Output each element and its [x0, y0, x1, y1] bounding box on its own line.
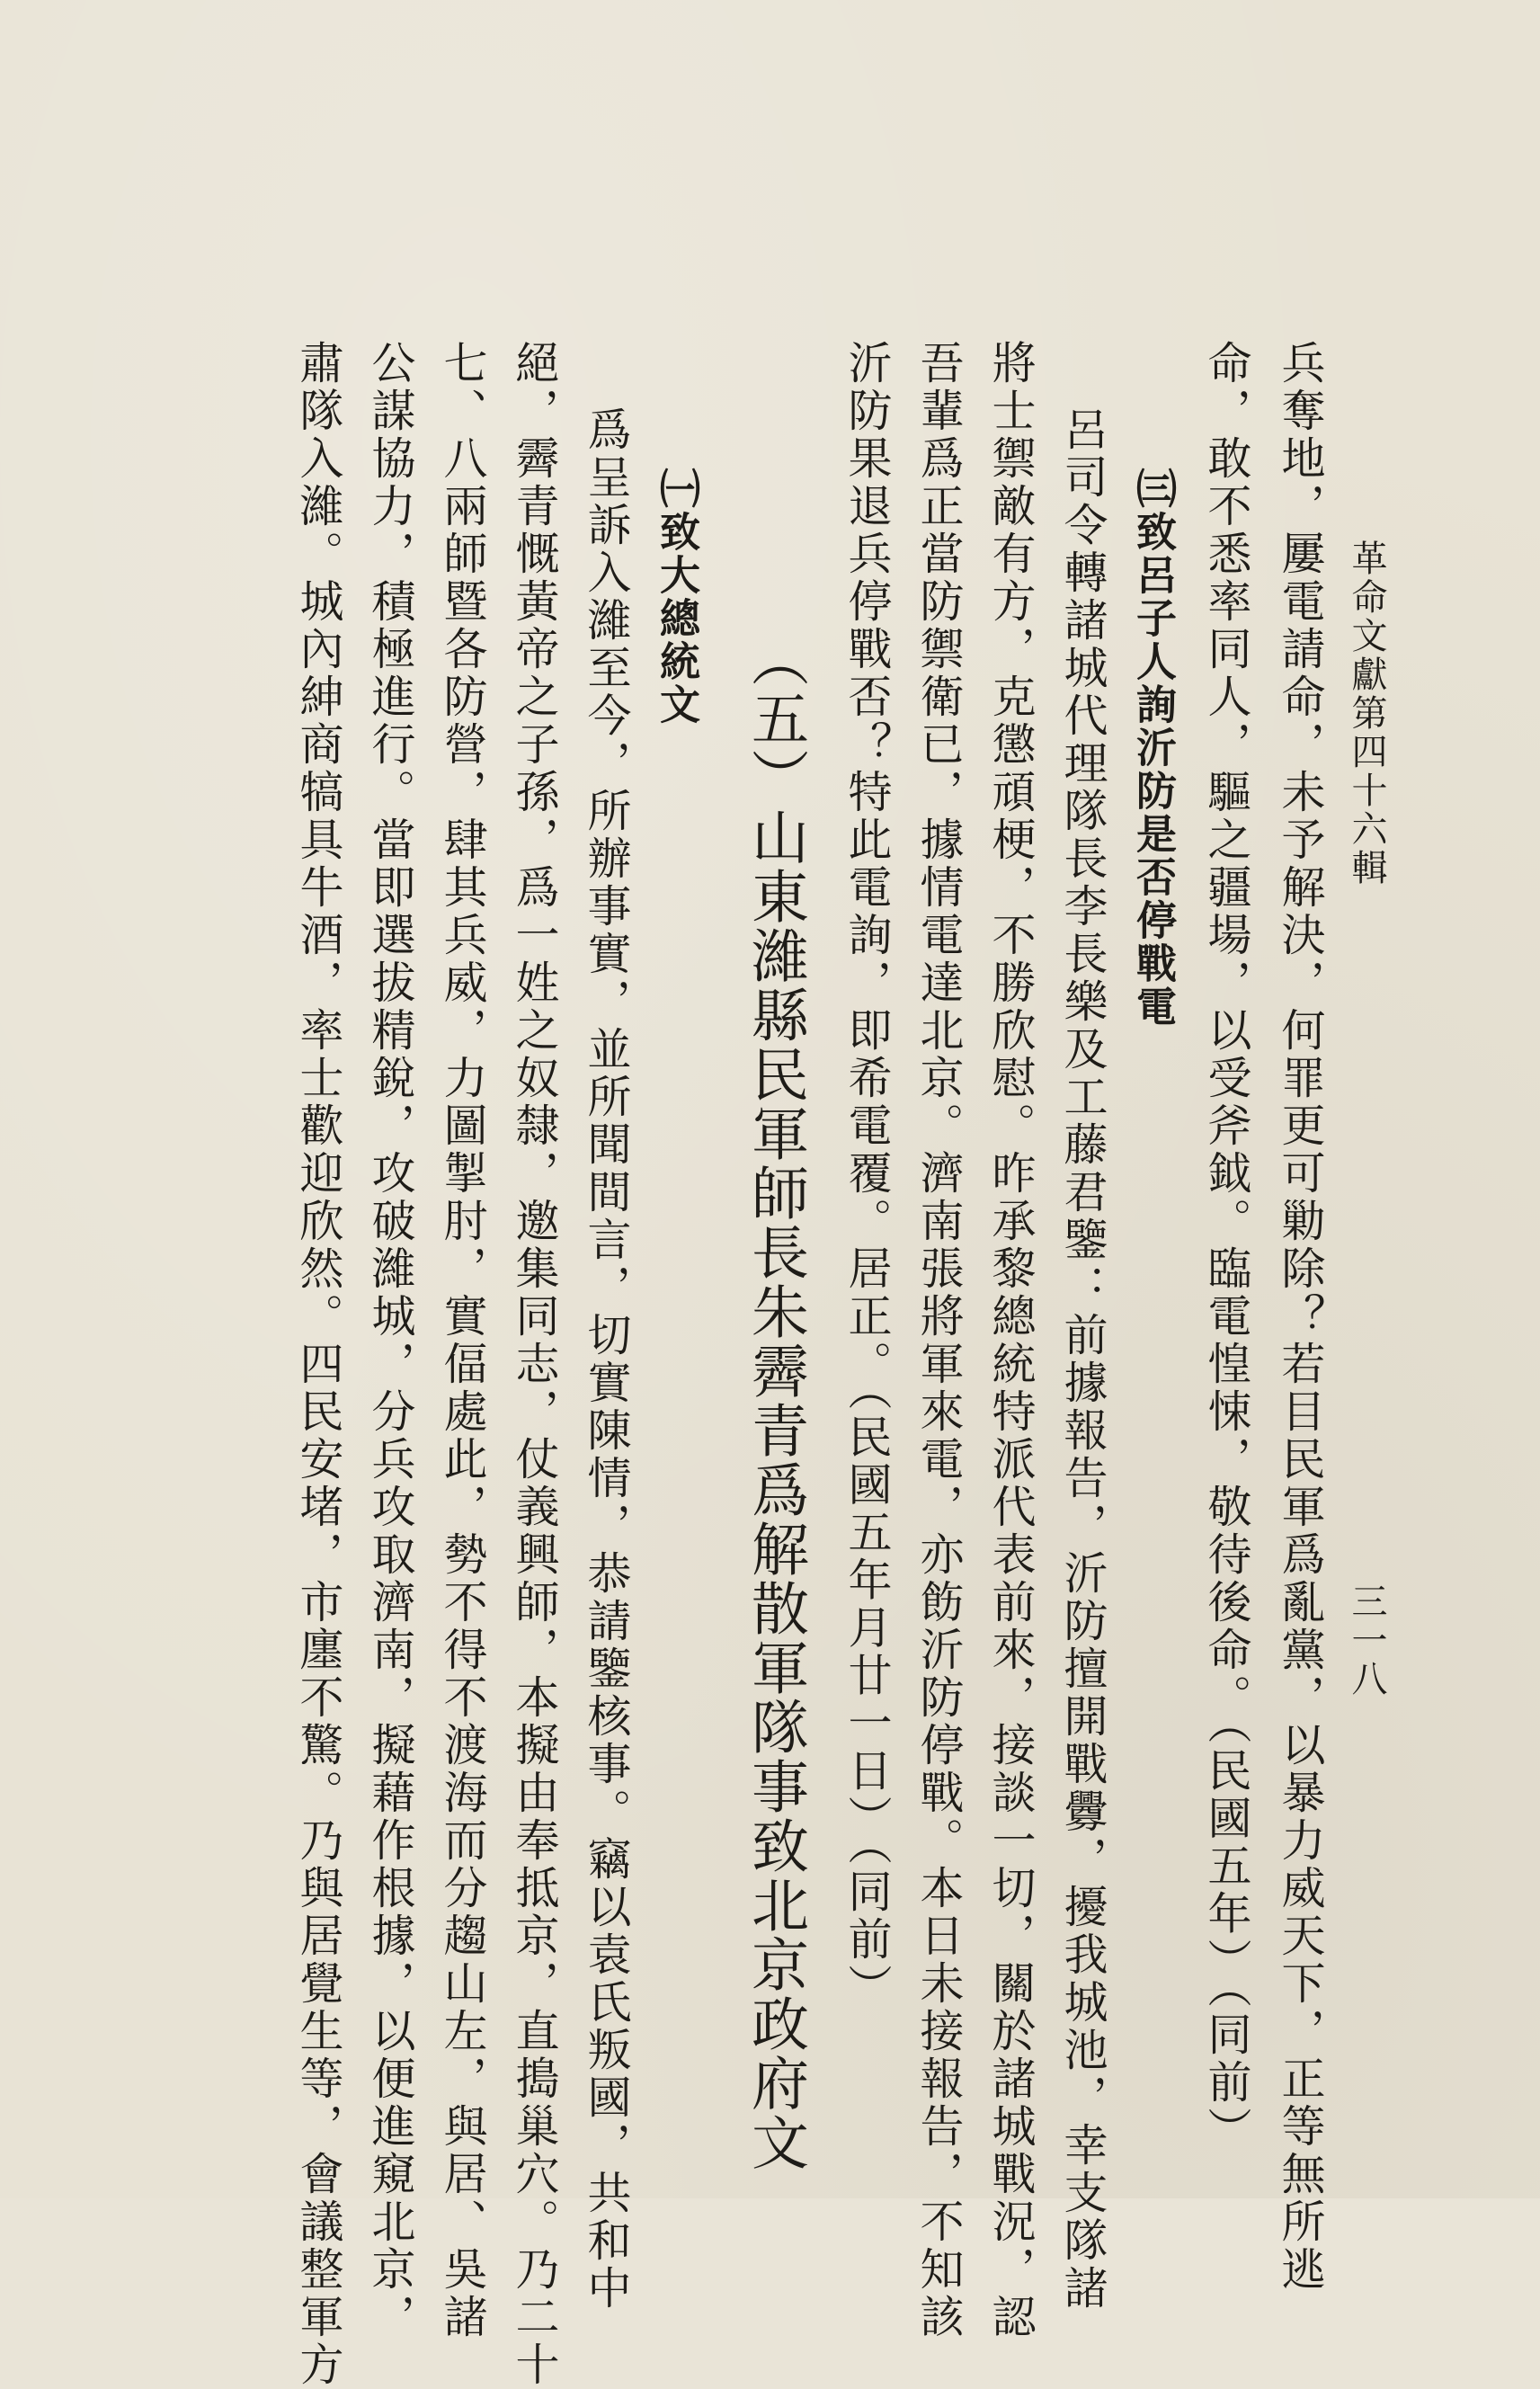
text-column-2: 命，敢不悉率同人，驅之疆場，以受斧鉞。臨電惶悚，敬待後命。（民國五年）（同前） — [1201, 340, 1252, 2154]
text-column-1: 兵奪地，屢電請命，未予解決，何罪更可勦除？若目民軍爲亂黨，以暴力威天下，正等無所逃 — [1275, 340, 1326, 2294]
document-title: （五）山東濰縣民軍師長朱霽青爲解散軍隊事致北京政府文 — [742, 629, 808, 2172]
text-column-11: 絕，霽青慨黃帝之子孫，爲一姓之奴隸，邀集同志，仗義興師，本擬由奉抵京，直搗巢穴。乃二十 — [509, 340, 560, 2389]
text-column-4: 呂司令轉諸城代理隊長李長樂及工藤君鑒：前據報告，沂防擅開戰釁，擾我城池，幸支隊諸 — [1057, 406, 1108, 2313]
text-column-10: 爲呈訴入濰至今，所辦事實，並所聞間言，切實陳情，恭請鑒核事。竊以袁氏叛國，共和中 — [581, 406, 632, 2313]
section-heading-3: ㈢致呂子人詢沂防是否停戰電 — [1129, 468, 1177, 1029]
text-column-12: 七、八兩師暨各防營，肆其兵威，力圖掣肘，實偪處此，勢不得不渡海而分趨山左，與居、吳諸 — [437, 340, 488, 2341]
running-header-title: 革命文獻第四十六輯 — [1346, 539, 1387, 887]
text-column-5: 將士禦敵有方，克懲頑梗，不勝欣慰。昨承黎總統特派代表前來，接談一切，關於諸城戰況，認 — [985, 340, 1037, 2341]
section-heading-1: ㈠致大總統文 — [653, 468, 700, 727]
text-column-6: 吾輩爲正當防禦衛已，據情電達北京。濟南張將軍來電，亦飭沂防停戰。本日未接報告，不知該 — [913, 340, 965, 2341]
text-column-7: 沂防果退兵停戰否？特此電詢，即希電覆。居正。（民國五年月廿一日）（同前） — [841, 340, 893, 2011]
text-column-14: 肅隊入濰。城內紳商犒具牛酒，率士歡迎欣然。四民安堵，市廛不驚。乃與居覺生等，會議整軍方 — [293, 340, 344, 2389]
text-column-13: 公謀協力，積極進行。當即選拔精銳，攻破濰城，分兵攻取濟南，擬藉作根據，以便進窺北京， — [365, 340, 416, 2341]
page-number: 三一八 — [1346, 1582, 1387, 1698]
